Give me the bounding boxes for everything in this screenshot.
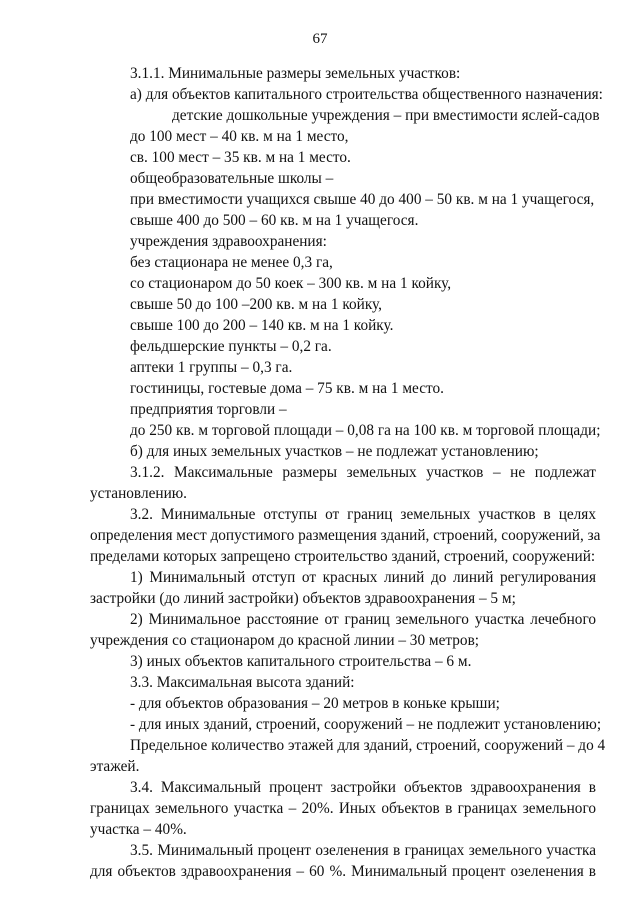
text-line: детские дошкольные учреждения – при вместимости яслей-садов bbox=[172, 107, 600, 124]
text-line: застройки (до линий застройки) объектов здравоохранения – 5 м; bbox=[90, 590, 516, 607]
text-line: учреждения со стационаром до красной линии – 30 метров; bbox=[90, 632, 480, 649]
text-line: 1) Минимальный отступ от красных линий до линий регулирования bbox=[130, 569, 596, 586]
text-line: - для объектов образования – 20 метров в коньке крыши; bbox=[130, 695, 500, 712]
text-line: для объектов здравоохранения – 60 %. Минимальный процент озеленения в bbox=[90, 863, 596, 880]
text-line: - для иных зданий, строений, сооружений – не подлежит установлению; bbox=[130, 716, 602, 733]
text-line: предприятия торговли – bbox=[130, 401, 287, 418]
text-line: 3.3. Максимальная высота зданий: bbox=[130, 674, 355, 691]
text-line: а) для объектов капитального строительства общественного назначения: bbox=[130, 86, 603, 103]
text-line: участка – 40%. bbox=[90, 821, 187, 838]
text-line: свыше 100 до 200 – 140 кв. м на 1 койку. bbox=[130, 317, 394, 334]
text-line: со стационаром до 50 коек – 300 кв. м на 1 койку, bbox=[130, 275, 452, 292]
text-line: б) для иных земельных участков – не подлежат установлению; bbox=[130, 443, 539, 460]
text-line: свыше 400 до 500 – 60 кв. м на 1 учащегося. bbox=[130, 212, 419, 229]
text-line: 3.4. Максимальный процент застройки объектов здравоохранения в bbox=[130, 779, 596, 796]
text-line: установлению. bbox=[90, 485, 188, 502]
text-line: гостиницы, гостевые дома – 75 кв. м на 1 место. bbox=[130, 380, 444, 397]
text-line: 3.1.2. Максимальные размеры земельных участков – не подлежат bbox=[130, 464, 596, 481]
text-line: учреждения здравоохранения: bbox=[130, 233, 327, 250]
text-line: 3.1.1. Минимальные размеры земельных участков: bbox=[130, 65, 461, 82]
text-line: 2) Минимальное расстояние от границ земельного участка лечебного bbox=[130, 611, 596, 628]
text-line: аптеки 1 группы – 0,3 га. bbox=[130, 359, 293, 376]
text-line: пределами которых запрещено строительство зданий, строений, сооружений: bbox=[90, 548, 596, 565]
text-line: 3.2. Минимальные отступы от границ земельных участков в целях bbox=[130, 506, 596, 523]
text-line: при вместимости учащихся свыше 40 до 400 – 50 кв. м на 1 учащегося, bbox=[130, 191, 595, 208]
text-line: 3.5. Минимальный процент озеленения в границах земельного участка bbox=[130, 842, 596, 859]
text-line: до 250 кв. м торговой площади – 0,08 га на 100 кв. м торговой площади; bbox=[130, 422, 601, 439]
text-line: Предельное количество этажей для зданий, строений, сооружений – до 4 bbox=[130, 737, 606, 754]
text-line: фельдшерские пункты – 0,2 га. bbox=[130, 338, 332, 355]
text-line: общеобразовательные школы – bbox=[130, 170, 334, 187]
text-line: границах земельного участка – 20%. Иных объектов в границах земельного bbox=[90, 800, 596, 817]
text-line: без стационара не менее 0,3 га, bbox=[130, 254, 333, 271]
text-line: свыше 50 до 100 –200 кв. м на 1 койку, bbox=[130, 296, 382, 313]
text-line: 3) иных объектов капитального строительства – 6 м. bbox=[130, 653, 472, 670]
text-line: определения мест допустимого размещения зданий, строений, сооружений, за bbox=[90, 527, 601, 544]
text-line: св. 100 мест – 35 кв. м на 1 место. bbox=[130, 149, 351, 166]
page-number: 67 bbox=[312, 31, 328, 47]
text-line: этажей. bbox=[90, 758, 140, 775]
text-line: до 100 мест – 40 кв. м на 1 место, bbox=[130, 128, 349, 145]
